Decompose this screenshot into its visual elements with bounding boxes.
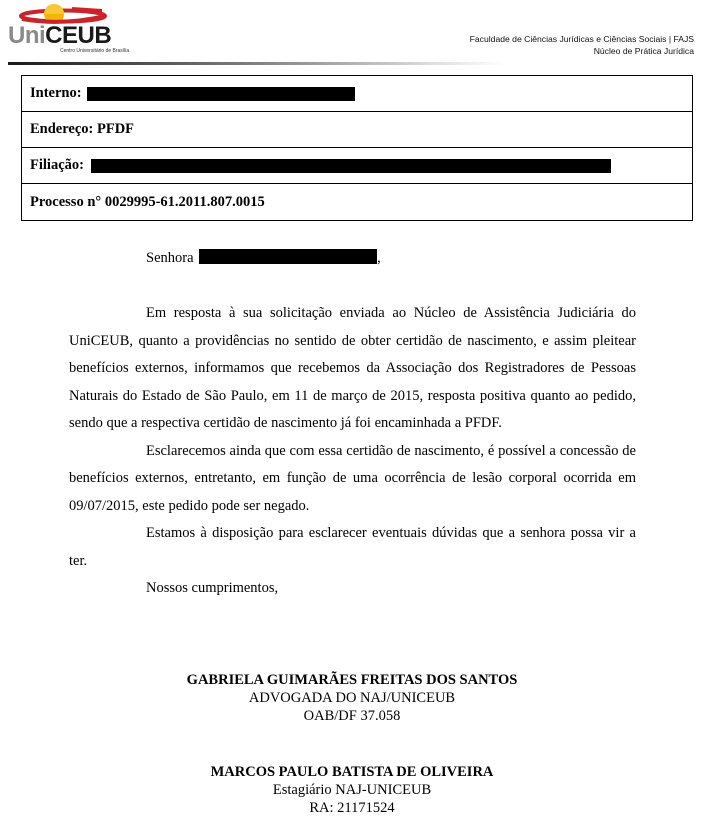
redacted-filiacao: [91, 159, 611, 173]
signer-registration: OAB/DF 37.058: [303, 708, 401, 724]
logo-uni: Uni: [8, 22, 46, 49]
row-endereco: [22, 112, 692, 148]
row-interno: [22, 76, 692, 112]
signer-name: GABRIELA GUIMARÃES FREITAS DOS SANTOS: [186, 672, 518, 688]
paragraph-response: Em resposta à sua solicitação enviada ao Núcleo de Assistência Judiciária do UniCEUB, quanto a providências no sentido de obter certidão de nascimento, e assim pleitear benefícios externos, informamos que recebemos da Associação dos Registradores de Pessoas Naturais do Estado de São Paulo, em 11 de março de 2015, resposta positiva quanto ao pedido, sendo que a respectiva certidão de nascimento já foi encaminhada a PFDF.: [69, 305, 636, 431]
signature-block-intern: [0, 763, 704, 817]
letter-body: [69, 300, 636, 603]
department-line: Núcleo de Prática Jurídica: [593, 46, 694, 56]
paragraph-availability: Estamos à disposição para esclarecer eventuais dúvidas que a senhora possa vir a ter.: [69, 525, 636, 569]
row-filiacao: [22, 148, 692, 184]
row-processo: [22, 184, 692, 220]
interno-label: Interno:: [30, 85, 82, 101]
uniceub-logo: [8, 2, 158, 60]
logo-wordmark: [8, 22, 112, 49]
salutation-text: Senhora: [146, 250, 194, 266]
signer-role: ADVOGADA DO NAJ/UNICEUB: [248, 690, 456, 706]
endereco-label: Endereço:: [30, 121, 94, 137]
signer-role: Estagiário NAJ-UNICEUB: [272, 782, 432, 798]
redacted-interno-name: [87, 87, 355, 101]
processo-number: 0029995-61.2011.807.0015: [104, 193, 265, 210]
closing-salutation: Nossos cumprimentos,: [146, 580, 279, 596]
paragraph-clarification: Esclarecemos ainda que com essa certidão de nascimento, é possível a concessão de benefícios externos, entretanto, em função de uma ocorrência de lesão corporal ocorrida em 09/07/2015, este pedido pode ser negado.: [69, 442, 636, 514]
header-divider: [8, 62, 506, 65]
case-info-table: [21, 75, 693, 221]
signer-registration: RA: 21171524: [309, 800, 395, 816]
faculty-line: Faculdade de Ciências Jurídicas e Ciências Sociais | FAJS: [469, 34, 694, 44]
processo-label: Processo n°: [30, 193, 102, 210]
filiacao-label: Filiação:: [30, 157, 84, 173]
logo-tagline: Centro Universitário de Brasília: [60, 48, 130, 54]
logo-ceub: CEUB: [45, 22, 112, 49]
header-institution: [470, 33, 694, 57]
signer-name: MARCOS PAULO BATISTA DE OLIVEIRA: [210, 764, 494, 780]
signature-block-lawyer: [0, 671, 704, 725]
salutation-punctuation: ,: [377, 250, 381, 266]
endereco-value: PFDF: [97, 121, 135, 137]
salutation: [146, 249, 381, 267]
redacted-recipient-name: [199, 249, 377, 264]
